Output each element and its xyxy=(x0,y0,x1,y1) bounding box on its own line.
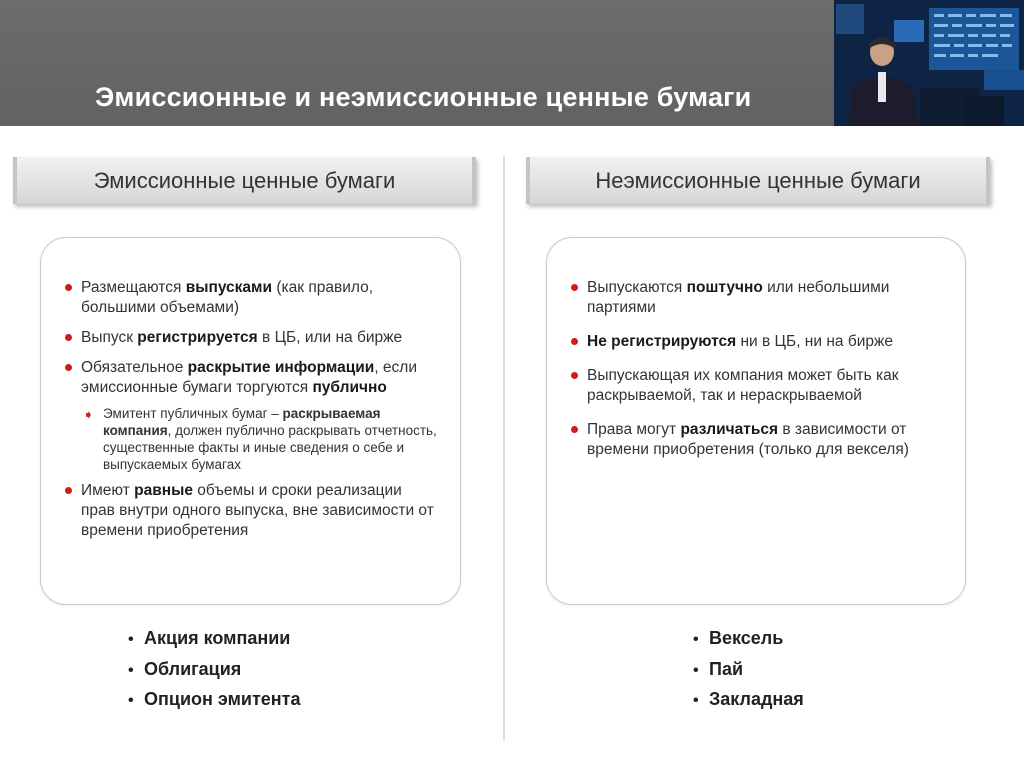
non-emission-examples-list xyxy=(693,624,804,716)
sub-list-item xyxy=(63,405,438,473)
stock-exchange-photo xyxy=(834,0,1024,126)
item-emphasis: раскрытие информации xyxy=(187,359,375,376)
item-text: ни в ЦБ, ни на бирже xyxy=(736,333,893,350)
left-column-heading: Эмиссионные ценные бумаги xyxy=(13,157,476,204)
right-column-heading: Неэмиссионные ценные бумаги xyxy=(526,157,990,204)
item-text: (как правило, большими объемами) xyxy=(81,279,374,316)
red-dot-icon xyxy=(65,487,72,494)
list-item xyxy=(63,278,438,318)
emission-examples-list xyxy=(128,624,300,716)
example-item xyxy=(128,655,300,686)
slide-title: Эмиссионные и неэмиссионные ценные бумаги xyxy=(95,82,752,112)
item-text: объемы и сроки реализации прав внутри одного выпуска, вне зависимости от времени приобретения xyxy=(81,482,434,539)
bullet-icon: • xyxy=(693,692,699,709)
sub-item-emphasis: раскрываемая компания xyxy=(103,406,381,438)
list-item xyxy=(569,420,943,460)
item-emphasis: равные xyxy=(134,482,193,499)
list-item xyxy=(63,481,438,541)
item-emphasis: различаться xyxy=(680,421,779,438)
non-emission-features-card xyxy=(546,237,966,605)
red-dot-icon xyxy=(571,426,578,433)
red-dot-icon xyxy=(65,364,72,371)
bullet-icon: • xyxy=(128,661,134,679)
example-label: Пай xyxy=(709,658,744,679)
example-label: Облигация xyxy=(144,658,242,679)
item-text: или небольшими партиями xyxy=(587,279,890,316)
example-item xyxy=(693,685,804,716)
item-text: в зависимости от времени приобретения (только для векселя) xyxy=(587,421,909,458)
list-item xyxy=(569,278,943,318)
list-item xyxy=(63,358,438,398)
item-text: Выпуск xyxy=(81,329,138,346)
bullet-icon: • xyxy=(693,631,699,648)
item-text: Имеют xyxy=(81,482,135,499)
item-text: в ЦБ, или на бирже xyxy=(257,329,403,346)
item-text: Выпускаются xyxy=(587,279,687,296)
example-label: Опцион эмитента xyxy=(144,689,301,709)
red-dot-icon xyxy=(571,372,578,379)
item-emphasis: регистрируется xyxy=(137,329,258,346)
red-dot-icon xyxy=(571,338,578,345)
item-emphasis: поштучно xyxy=(686,279,763,296)
example-label: Закладная xyxy=(709,689,804,709)
item-emphasis: публично xyxy=(312,379,387,396)
list-item xyxy=(569,332,943,352)
item-text: Размещаются xyxy=(81,279,186,296)
item-text: Выпускающая их компания может быть как раскрываемой, так и нераскрываемой xyxy=(587,367,899,404)
column-divider xyxy=(503,156,505,741)
example-label: Вексель xyxy=(709,628,784,648)
red-dot-icon xyxy=(65,284,72,291)
sub-item-text: , должен публично раскрывать отчетность, существенные факты и иные сведения о себе и выпускаемых бумагах xyxy=(103,423,437,472)
item-text: Обязательное xyxy=(81,359,188,376)
item-text: Права могут xyxy=(587,421,681,438)
example-item xyxy=(693,624,804,655)
item-text: , если эмиссионные бумаги торгуются xyxy=(81,359,417,396)
example-item xyxy=(693,655,804,686)
red-dot-icon xyxy=(571,284,578,291)
example-item xyxy=(128,624,300,655)
header-bar xyxy=(0,0,1024,126)
item-emphasis: выпусками xyxy=(185,279,273,296)
sub-item-text: Эмитент публичных бумаг – xyxy=(103,406,283,421)
bullet-icon: • xyxy=(693,661,699,679)
emission-features-card xyxy=(40,237,461,605)
list-item xyxy=(63,328,438,348)
example-label: Акция компании xyxy=(144,628,291,648)
bullet-icon: • xyxy=(128,631,134,648)
example-item xyxy=(128,685,300,716)
red-arrow-icon: ➧ xyxy=(83,407,94,422)
item-emphasis: Не регистрируются xyxy=(587,333,737,350)
red-dot-icon xyxy=(65,334,72,341)
list-item xyxy=(569,366,943,406)
bullet-icon: • xyxy=(128,692,134,709)
